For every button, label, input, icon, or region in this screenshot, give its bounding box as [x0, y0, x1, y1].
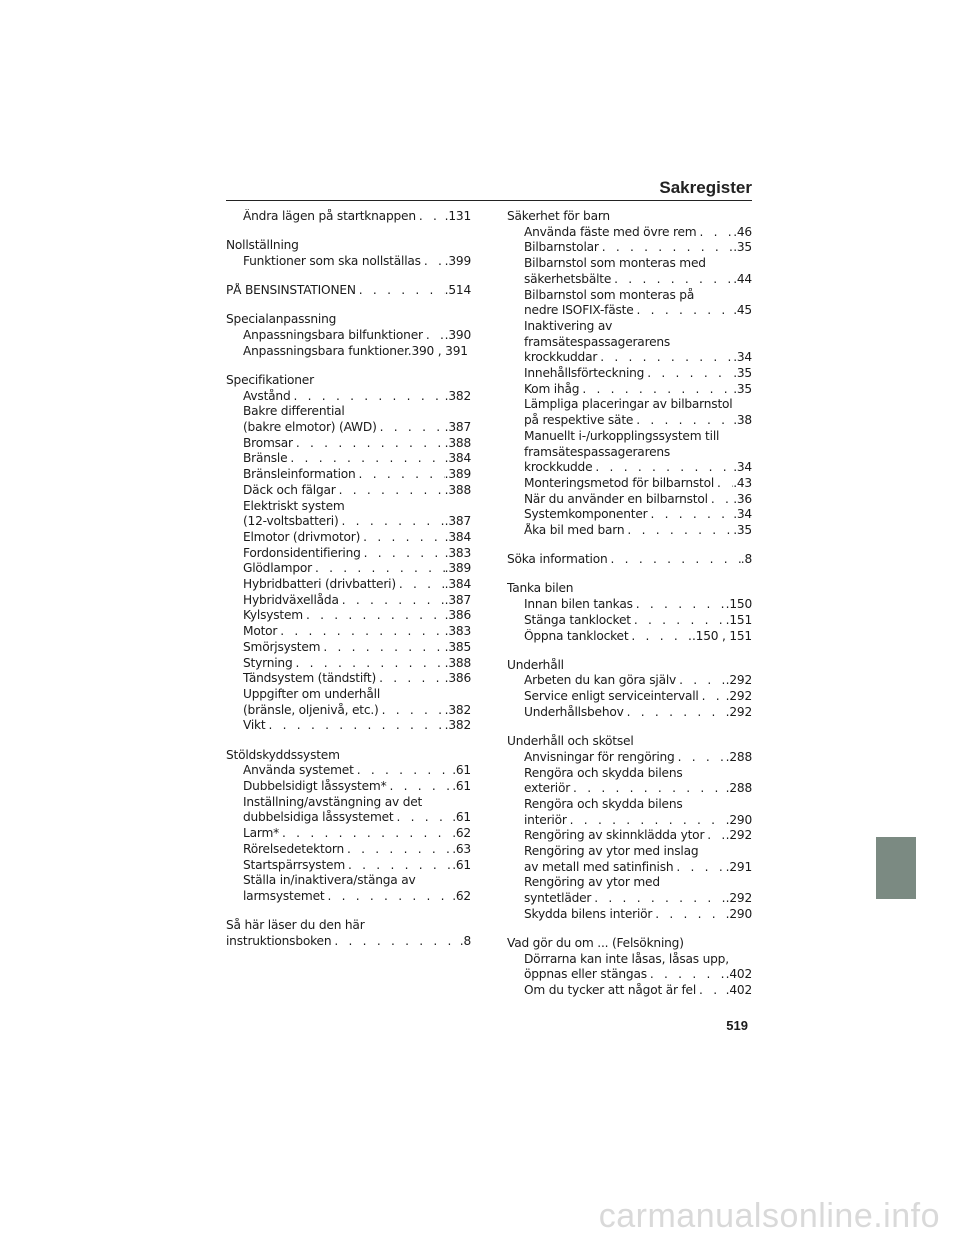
- index-entry: [226, 312, 471, 359]
- dot-leader: [379, 703, 445, 719]
- page-reference: .150: [725, 597, 752, 612]
- index-subentry: Inställning/avstängning av det: [243, 794, 423, 809]
- page-reference: .35: [733, 523, 752, 538]
- page-reference: .388: [444, 435, 471, 450]
- index-subentry: [226, 561, 471, 577]
- page-reference: .61: [452, 810, 471, 825]
- index-subentry: [507, 891, 752, 907]
- dot-leader: [591, 891, 725, 907]
- index-subentry: [226, 514, 471, 530]
- entry-text: Dubbelsidigt låssystem*: [243, 779, 387, 793]
- entry-text: (bakre elmotor) (AWD): [243, 420, 377, 435]
- page-reference: .387: [444, 514, 471, 529]
- index-column-right: [507, 209, 752, 1012]
- index-subentry: [507, 629, 752, 645]
- entry-text: syntetläder: [524, 891, 592, 906]
- dot-leader: [336, 483, 445, 499]
- index-subentry: [507, 523, 752, 539]
- entry-text: Ändra lägen på startknappen: [243, 209, 416, 223]
- index-subentry: [226, 420, 471, 436]
- entry-text: Bränsleinformation: [243, 467, 356, 482]
- page-reference: .43: [733, 475, 752, 490]
- page-reference: .61: [452, 857, 471, 872]
- entry-text: Anvisningar för rengöring: [524, 749, 675, 764]
- index-entry: [226, 373, 471, 734]
- page-reference: .8: [740, 552, 752, 567]
- entry-text: Söka information: [507, 552, 608, 567]
- index-heading: Stöldskyddssystem: [226, 747, 340, 762]
- entry-text: Bränsle: [243, 451, 288, 466]
- page-reference: .290: [725, 906, 752, 921]
- page-reference: .8: [459, 933, 471, 948]
- index-subentry: [226, 656, 471, 672]
- index-subentry: [507, 366, 752, 382]
- entry-text: larmsystemet: [243, 888, 325, 903]
- index-subentry: [507, 907, 752, 923]
- index-subentry: Rengöra och skydda bilens: [524, 765, 683, 780]
- page-reference: .288: [725, 749, 752, 764]
- page-reference: .288: [725, 781, 752, 796]
- dot-leader: [320, 640, 444, 656]
- dot-leader: [628, 629, 692, 645]
- dot-leader: [339, 593, 445, 609]
- page-reference: .292: [725, 828, 752, 843]
- dot-leader: [597, 350, 733, 366]
- header-divider: [226, 200, 752, 201]
- entry-text: Hybridbatteri (drivbatteri): [243, 577, 396, 592]
- page-reference: .292: [725, 673, 752, 688]
- entry-text: på respektive säte: [524, 413, 634, 428]
- dot-leader: [624, 705, 726, 721]
- page-reference: .385: [444, 639, 471, 654]
- index-heading: [226, 283, 471, 299]
- index-subentry: Rengöring av ytor med inslag: [524, 844, 699, 859]
- dot-leader: [631, 613, 726, 629]
- index-subentry: [226, 328, 471, 344]
- dot-leader: [708, 492, 733, 508]
- page-reference: .290: [725, 812, 752, 827]
- page-reference: .35: [733, 366, 752, 381]
- index-heading: Så här läser du den här: [226, 918, 365, 933]
- entry-text: Stänga tanklocket: [524, 612, 631, 627]
- index-subentry: [226, 889, 471, 905]
- dot-leader: [394, 810, 453, 826]
- index-subentry: framsätespassagerarens: [524, 444, 671, 459]
- index-subentry: [507, 272, 752, 288]
- page-reference: .514: [444, 283, 471, 298]
- page-reference: .131: [444, 209, 471, 223]
- dot-leader: [361, 546, 445, 562]
- entry-text: exteriör: [524, 781, 571, 796]
- page-reference: .384: [444, 577, 471, 592]
- index-subentry: Ställa in/inaktivera/stänga av: [243, 873, 416, 888]
- index-heading: Underhåll och skötsel: [507, 734, 634, 749]
- dot-leader: [599, 240, 733, 256]
- page-reference: .36: [733, 491, 752, 506]
- index-heading: Underhåll: [507, 657, 564, 672]
- index-subentry: [507, 507, 752, 523]
- page-reference: .384: [444, 529, 471, 544]
- entry-text: (12-voltsbatteri): [243, 514, 339, 529]
- entry-text: Fordonsidentifiering: [243, 545, 361, 560]
- dot-leader: [567, 813, 726, 829]
- dot-leader: [356, 283, 445, 299]
- dot-leader: [324, 889, 452, 905]
- dot-leader: [339, 514, 445, 530]
- dot-leader: [396, 577, 445, 593]
- dot-leader: [279, 826, 452, 842]
- index-subentry: [507, 813, 752, 829]
- dot-leader: [345, 858, 452, 874]
- index-subentry: [507, 860, 752, 876]
- entry-text: Avstånd: [243, 388, 291, 403]
- index-subentry: [226, 703, 471, 719]
- index-subentry: Inaktivering av: [524, 318, 613, 333]
- index-subentry: [507, 750, 752, 766]
- entry-text: Använda fäste med övre rem: [524, 224, 697, 239]
- index-subentry: [507, 705, 752, 721]
- index-subentry: [507, 303, 752, 319]
- dot-leader: [714, 476, 733, 492]
- entry-text: När du använder en bilbarnstol: [524, 491, 708, 506]
- index-subentry: [507, 613, 752, 629]
- page-reference: .34: [733, 350, 752, 365]
- index-subentry: [507, 476, 752, 492]
- page-reference: .386: [444, 608, 471, 623]
- index-subentry: [507, 983, 752, 999]
- page-reference: .292: [725, 891, 752, 906]
- page-number: 519: [726, 1018, 748, 1033]
- index-subentry: [226, 254, 471, 270]
- index-entry: [226, 238, 471, 269]
- entry-text: interiör: [524, 812, 567, 827]
- entry-text: Larm*: [243, 826, 280, 841]
- index-subentry: [226, 530, 471, 546]
- index-heading: Säkerhet för barn: [507, 209, 610, 223]
- index-subentry: Dörrarna kan inte låsas, låsas upp,: [524, 951, 729, 966]
- index-subentry: [507, 350, 752, 366]
- entry-text: Kylsystem: [243, 608, 303, 623]
- index-entry: [507, 552, 752, 568]
- dot-leader: [647, 967, 726, 983]
- index-subentry: [507, 781, 752, 797]
- dot-leader: [356, 467, 445, 483]
- dot-leader: [633, 597, 726, 613]
- dot-leader: [592, 460, 733, 476]
- entry-text: Hybridväxellåda: [243, 592, 339, 607]
- entry-text: Tändsystem (tändstift): [243, 671, 377, 686]
- index-column-left: [226, 209, 471, 963]
- page-reference: .382: [444, 702, 471, 717]
- entry-text: Glödlampor: [243, 561, 312, 576]
- dot-leader: [421, 254, 445, 270]
- index-subentry: [226, 718, 471, 734]
- index-entry: [226, 918, 471, 949]
- index-heading: Specifikationer: [226, 372, 314, 387]
- index-subentry: framsätespassagerarens: [524, 334, 671, 349]
- page-reference: .388: [444, 655, 471, 670]
- page-reference: .61: [452, 763, 471, 778]
- page-reference: .382: [444, 388, 471, 403]
- entry-text: (bränsle, oljenivå, etc.): [243, 702, 379, 717]
- entry-text: Underhållsbehov: [524, 704, 624, 719]
- entry-text: Skydda bilens interiör: [524, 906, 653, 921]
- index-subentry: [507, 967, 752, 983]
- index-subentry: [507, 240, 752, 256]
- entry-text: Startspärrsystem: [243, 857, 345, 872]
- page-reference: .35: [733, 240, 752, 255]
- dot-leader: [699, 689, 726, 705]
- page-reference: .63: [452, 841, 471, 856]
- index-entry: [226, 283, 471, 299]
- page-reference: .399: [444, 253, 471, 268]
- page-reference: .292: [725, 704, 752, 719]
- page-reference: .386: [444, 671, 471, 686]
- dot-leader: [652, 907, 725, 923]
- page-reference: .44: [733, 271, 752, 286]
- index-subentry: Lämpliga placeringar av bilbarnstol: [524, 397, 733, 412]
- dot-leader: [287, 451, 444, 467]
- entry-text: nedre ISOFIX-fäste: [524, 303, 634, 318]
- index-subentry: [226, 763, 471, 779]
- dot-leader: [277, 624, 444, 640]
- index-entry: [507, 734, 752, 922]
- index-subentry: [507, 382, 752, 398]
- entry-text: Styrning: [243, 655, 293, 670]
- entry-text: Öppna tanklocket: [524, 628, 629, 643]
- entry-text: Monteringsmetod för bilbarnstol: [524, 475, 715, 490]
- index-subentry: Uppgifter om underhåll: [243, 686, 380, 701]
- dot-leader: [611, 272, 733, 288]
- entry-text: krockkudde: [524, 460, 593, 475]
- page-reference: .402: [725, 967, 752, 982]
- dot-leader: [624, 523, 733, 539]
- page-reference: .46: [733, 224, 752, 239]
- index-subentry: Bakre differential: [243, 404, 345, 419]
- index-subentry: [507, 689, 752, 705]
- entry-text: Kom ihåg: [524, 381, 580, 396]
- page-reference: .291: [725, 859, 752, 874]
- dot-leader: [266, 718, 445, 734]
- page-reference: .383: [444, 624, 471, 639]
- dot-leader: [293, 656, 445, 672]
- dot-leader: [360, 530, 444, 546]
- dot-leader: [377, 420, 445, 436]
- index-subentry: Bilbarnstol som monteras med: [524, 256, 706, 271]
- dot-leader: [386, 779, 452, 795]
- index-subentry: [226, 546, 471, 562]
- dot-leader: [704, 828, 725, 844]
- index-heading: Vad gör du om ... (Felsökning): [507, 936, 684, 951]
- entry-text: dubbelsidiga låssystemet: [243, 810, 394, 825]
- page-reference: .389: [444, 467, 471, 482]
- index-entry: [507, 209, 752, 539]
- entry-text: Däck och fälgar: [243, 482, 336, 497]
- dot-leader: [423, 328, 445, 344]
- dot-leader: [291, 389, 445, 405]
- page-reference: .402: [725, 983, 752, 998]
- page-reference: .38: [733, 413, 752, 428]
- entry-text: öppnas eller stängas: [524, 967, 647, 982]
- entry-text: Bilbarnstolar: [524, 240, 599, 255]
- dot-leader: [293, 436, 445, 452]
- page-reference: .390: [444, 328, 471, 343]
- index-heading: [507, 552, 752, 568]
- index-subentry: [226, 779, 471, 795]
- page-reference: .382: [444, 718, 471, 733]
- index-entry: [507, 658, 752, 721]
- index-subentry: [507, 225, 752, 241]
- index-heading: Specialanpassning: [226, 312, 337, 327]
- dot-leader: [331, 934, 459, 950]
- entry-text: Bromsar: [243, 435, 293, 450]
- page-reference: .62: [452, 826, 471, 841]
- entry-text: instruktionsboken: [226, 933, 332, 948]
- entry-text: Använda systemet: [243, 763, 354, 778]
- index-subentry: [226, 436, 471, 452]
- index-subentry: Rengöra och skydda bilens: [524, 796, 683, 811]
- page-reference: .384: [444, 451, 471, 466]
- entry-text: av metall med satinfinish: [524, 859, 674, 874]
- entry-text: Service enligt serviceintervall: [524, 689, 699, 704]
- page-reference: .388: [444, 482, 471, 497]
- dot-leader: [633, 413, 733, 429]
- index-subentry: [507, 413, 752, 429]
- page-reference: .150 , 151: [691, 628, 752, 643]
- dot-leader: [647, 507, 733, 523]
- page-reference: .62: [452, 888, 471, 903]
- watermark: carmanualsonline.info: [598, 1197, 940, 1235]
- index-entry: [226, 748, 471, 905]
- index-subentry: Manuellt i-/urkopplingssystem till: [524, 428, 720, 443]
- dot-leader: [644, 366, 733, 382]
- page-header-title: Sakregister: [659, 178, 752, 197]
- index-heading: Tanka bilen: [507, 581, 574, 596]
- dot-leader: [354, 763, 453, 779]
- dot-leader: [634, 303, 734, 319]
- dot-leader: [675, 750, 726, 766]
- entry-text: Funktioner som ska nollställas: [243, 253, 421, 268]
- entry-text: Om du tycker att något är fel: [524, 983, 697, 998]
- dot-leader: [416, 209, 445, 225]
- page-reference: .34: [733, 460, 752, 475]
- page-reference: .34: [733, 507, 752, 522]
- index-subentry: [226, 671, 471, 687]
- index-subentry: [226, 483, 471, 499]
- dot-leader: [303, 608, 445, 624]
- dot-leader: [696, 225, 733, 241]
- index-subentry: [507, 460, 752, 476]
- page-reference: .151: [725, 612, 752, 627]
- entry-text: krockkuddar: [524, 350, 598, 365]
- dot-leader: [676, 673, 726, 689]
- entry-text: Rengöring av skinnklädda ytor: [524, 828, 705, 843]
- index-subentry: Elektriskt system: [243, 498, 345, 513]
- page-reference: .387: [444, 420, 471, 435]
- entry-text: Anpassningsbara bilfunktioner: [243, 328, 423, 343]
- dot-leader: [673, 860, 725, 876]
- dot-leader: [312, 561, 445, 577]
- page-reference: .35: [733, 381, 752, 396]
- index-subentry: [226, 842, 471, 858]
- entry-text: säkerhetsbälte: [524, 271, 612, 286]
- index-subentry: [226, 640, 471, 656]
- dot-leader: [570, 781, 726, 797]
- entry-text: Systemkomponenter: [524, 507, 648, 522]
- index-subentry: [226, 451, 471, 467]
- entry-text: Innehållsförteckning: [524, 366, 645, 381]
- page-reference: .383: [444, 545, 471, 560]
- page-reference: .389: [444, 561, 471, 576]
- dot-leader: [344, 842, 452, 858]
- page-reference: .387: [444, 592, 471, 607]
- index-entry: [507, 581, 752, 644]
- dot-leader: [696, 983, 726, 999]
- index-subentry: [226, 209, 471, 225]
- page-reference: .292: [725, 689, 752, 704]
- entry-text: Motor: [243, 624, 278, 639]
- dot-leader: [579, 382, 733, 398]
- index-subentry: [226, 624, 471, 640]
- index-subentry: [226, 810, 471, 826]
- entry-text: Smörjsystem: [243, 639, 321, 654]
- index-subentry: [226, 608, 471, 624]
- entry-text: PÅ BENSINSTATIONEN: [226, 283, 356, 298]
- dot-leader: [608, 552, 741, 568]
- index-subentry: Anpassningsbara funktioner.390 , 391: [243, 343, 468, 358]
- entry-text: Arbeten du kan göra själv: [524, 673, 677, 688]
- index-subentry: [226, 858, 471, 874]
- entry-text: Elmotor (drivmotor): [243, 529, 361, 544]
- index-heading: Nollställning: [226, 238, 299, 253]
- index-subentry: [226, 389, 471, 405]
- entry-text: Innan bilen tankas: [524, 597, 633, 612]
- index-subentry: [226, 593, 471, 609]
- index-entry: [226, 209, 471, 225]
- dot-leader: [376, 671, 445, 687]
- index-subentry: [226, 467, 471, 483]
- index-subentry: [507, 673, 752, 689]
- entry-text: Vikt: [243, 718, 266, 733]
- index-subentry: Bilbarnstol som monteras på: [524, 287, 695, 302]
- entry-text: Rörelsedetektorn: [243, 841, 344, 856]
- section-side-tab: [876, 837, 916, 899]
- index-subentry: [507, 597, 752, 613]
- index-entry: [507, 936, 752, 999]
- page-reference: .45: [733, 303, 752, 318]
- index-subentry: [507, 828, 752, 844]
- index-subentry: [226, 826, 471, 842]
- index-subentry: [226, 577, 471, 593]
- index-heading: [226, 934, 471, 950]
- index-subentry: Rengöring av ytor med: [524, 875, 660, 890]
- entry-text: Åka bil med barn: [524, 523, 625, 538]
- index-subentry: [507, 492, 752, 508]
- page-reference: .61: [452, 779, 471, 793]
